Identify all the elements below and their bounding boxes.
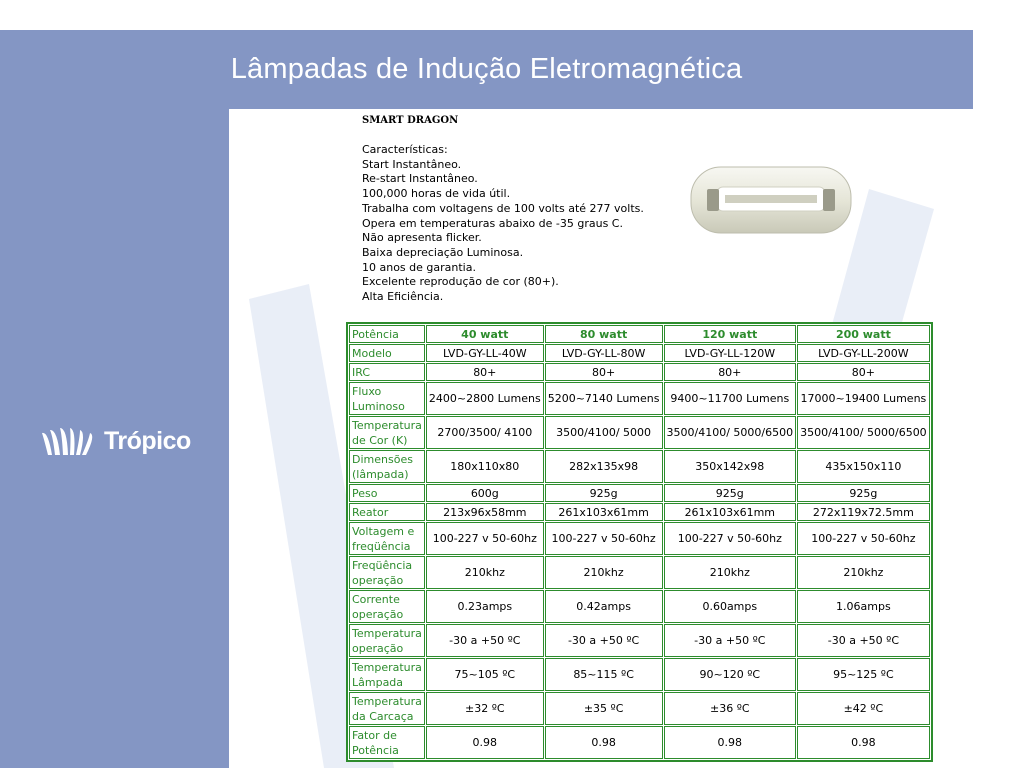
table-cell: 0.60amps (664, 590, 797, 623)
table-cell: 210khz (545, 556, 663, 589)
table-cell: 925g (797, 484, 930, 502)
table-row (349, 590, 930, 623)
table-cell: 350x142x98 (664, 450, 797, 483)
table-cell: -30 a +50 ºC (797, 624, 930, 657)
table-cell: LVD-GY-LL-200W (797, 344, 930, 362)
table-cell: 600g (426, 484, 544, 502)
table-cell: 0.98 (664, 726, 797, 759)
table-cell: 1.06amps (797, 590, 930, 623)
table-cell: LVD-GY-LL-40W (426, 344, 544, 362)
slide-title: Lâmpadas de Indução Eletromagnética (230, 53, 743, 85)
table-cell: 261x103x61mm (545, 503, 663, 521)
table-row (349, 344, 930, 362)
row-label: Fluxo Luminoso (349, 382, 425, 415)
product-name: SMART DRAGON (362, 115, 459, 126)
column-header: 200 watt (797, 325, 930, 343)
feature-item: Re-start Instantâneo. (362, 172, 478, 186)
feature-item: 10 anos de garantia. (362, 260, 476, 274)
row-label: Temperatura de Cor (K) (349, 416, 425, 449)
table-row (349, 503, 930, 521)
table-cell: -30 a +50 ºC (545, 624, 663, 657)
feature-item: 100,000 horas de vida útil. (362, 187, 511, 201)
table-row (349, 484, 930, 502)
table-cell: 100-227 v 50-60hz (797, 522, 930, 555)
feature-item: Trabalha com voltagens de 100 volts até 277 volts. (362, 201, 644, 215)
table-cell: ±36 ºC (664, 692, 797, 725)
table-cell: -30 a +50 ºC (426, 624, 544, 657)
table-row (349, 658, 930, 691)
table-cell: LVD-GY-LL-80W (545, 344, 663, 362)
row-label: Dimensões (lâmpada) (349, 450, 425, 483)
table-cell: 3500/4100/ 5000/6500 (664, 416, 797, 449)
table-cell: 3500/4100/ 5000 (545, 416, 663, 449)
table-cell: 85~115 ºC (545, 658, 663, 691)
row-label: Temperatura Lâmpada (349, 658, 425, 691)
row-label: Temperatura operação (349, 624, 425, 657)
table-row (349, 556, 930, 589)
table-cell: 0.98 (797, 726, 930, 759)
table-cell: 75~105 ºC (426, 658, 544, 691)
table-cell: LVD-GY-LL-120W (664, 344, 797, 362)
table-cell: 2700/3500/ 4100 (426, 416, 544, 449)
row-label: Potência (349, 325, 425, 343)
table-row (349, 416, 930, 449)
row-label: Fator de Potência (349, 726, 425, 759)
row-label: Modelo (349, 344, 425, 362)
table-cell: 9400~11700 Lumens (664, 382, 797, 415)
features-list (362, 143, 644, 305)
table-cell: 17000~19400 Lumens (797, 382, 930, 415)
row-label: Peso (349, 484, 425, 502)
table-cell: 272x119x72.5mm (797, 503, 930, 521)
row-label: Reator (349, 503, 425, 521)
table-cell: -30 a +50 ºC (664, 624, 797, 657)
table-cell: 100-227 v 50-60hz (426, 522, 544, 555)
table-cell: 282x135x98 (545, 450, 663, 483)
slide-content (229, 109, 973, 768)
slide-header (0, 30, 973, 109)
table-cell: 95~125 ºC (797, 658, 930, 691)
table-cell: 180x110x80 (426, 450, 544, 483)
table-cell: 0.98 (545, 726, 663, 759)
column-header: 120 watt (664, 325, 797, 343)
induction-lamp-image (685, 159, 857, 239)
table-cell: 925g (545, 484, 663, 502)
table-row (349, 450, 930, 483)
logo-text: Trópico (104, 426, 191, 455)
table-cell: ±35 ºC (545, 692, 663, 725)
feature-item: Opera em temperaturas abaixo de -35 graus C. (362, 216, 623, 230)
table-cell: 210khz (664, 556, 797, 589)
table-cell: 100-227 v 50-60hz (545, 522, 663, 555)
feature-item: Excelente reprodução de cor (80+). (362, 275, 559, 289)
table-row (349, 624, 930, 657)
table-cell: 261x103x61mm (664, 503, 797, 521)
column-header: 40 watt (426, 325, 544, 343)
table-cell: 213x96x58mm (426, 503, 544, 521)
table-cell: 0.98 (426, 726, 544, 759)
table-row (349, 726, 930, 759)
tropico-fan-icon (40, 425, 100, 457)
table-header-row (349, 325, 930, 343)
specs-table (346, 322, 933, 762)
table-cell: 210khz (426, 556, 544, 589)
table-row (349, 363, 930, 381)
row-label: Freqüência operação (349, 556, 425, 589)
feature-item: Não apresenta flicker. (362, 231, 482, 245)
row-label: Temperatura da Carcaça (349, 692, 425, 725)
feature-item: Baixa depreciação Luminosa. (362, 245, 524, 259)
table-cell: 80+ (797, 363, 930, 381)
table-row (349, 522, 930, 555)
table-cell: 80+ (664, 363, 797, 381)
table-cell: 3500/4100/ 5000/6500 (797, 416, 930, 449)
table-cell: 100-227 v 50-60hz (664, 522, 797, 555)
tropico-logo (40, 421, 191, 461)
feature-item: Start Instantâneo. (362, 157, 462, 171)
table-cell: 80+ (426, 363, 544, 381)
table-cell: ±42 ºC (797, 692, 930, 725)
table-cell: 5200~7140 Lumens (545, 382, 663, 415)
row-label: Voltagem e freqüência (349, 522, 425, 555)
row-label: IRC (349, 363, 425, 381)
row-label: Corrente operação (349, 590, 425, 623)
table-cell: 80+ (545, 363, 663, 381)
table-cell: 0.42amps (545, 590, 663, 623)
table-cell: 925g (664, 484, 797, 502)
table-row (349, 382, 930, 415)
table-row (349, 692, 930, 725)
features-heading: Características: (362, 143, 448, 156)
table-cell: 2400~2800 Lumens (426, 382, 544, 415)
column-header: 80 watt (545, 325, 663, 343)
table-cell: 90~120 ºC (664, 658, 797, 691)
table-cell: 210khz (797, 556, 930, 589)
table-cell: 0.23amps (426, 590, 544, 623)
table-cell: 435x150x110 (797, 450, 930, 483)
table-cell: ±32 ºC (426, 692, 544, 725)
feature-item: Alta Eficiência. (362, 290, 444, 304)
